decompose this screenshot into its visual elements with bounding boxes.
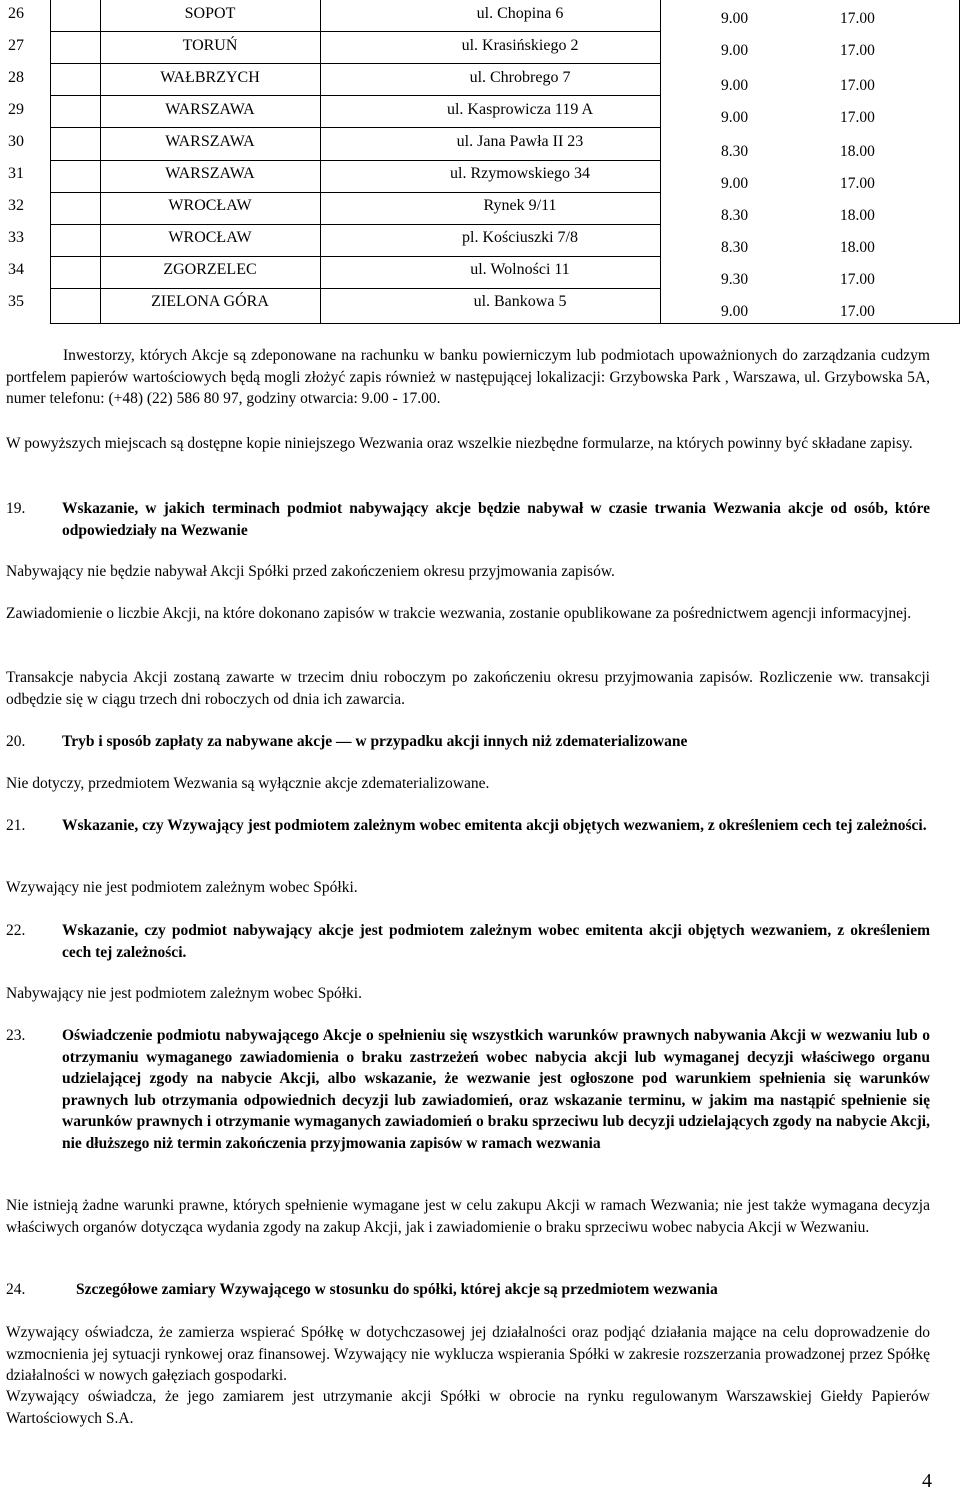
row-city: ZIELONA GÓRA (151, 293, 269, 310)
row-close-time: 17.00 (840, 271, 875, 288)
section-number: 19. (6, 500, 26, 517)
table-row (8, 32, 960, 64)
row-open-time: 8.30 (721, 207, 749, 224)
table-row (8, 128, 960, 160)
row-close-time: 17.00 (840, 109, 875, 126)
row-number: 29 (8, 101, 24, 118)
section-24-paragraph: Wzywający oświadcza, że jego zamiarem jest utrzymanie akcji Spółki w obrocie na rynku regulowanym Warszawskiej Giełdy Papierów Wartościowych S.A. (6, 1388, 930, 1427)
table-row (8, 256, 960, 288)
section-number: 20. (6, 733, 26, 750)
section-number: 22. (6, 922, 26, 939)
row-open-time: 9.00 (721, 10, 749, 27)
row-city: WROCŁAW (168, 229, 252, 246)
row-address: ul. Bankowa 5 (473, 293, 567, 310)
section-23-heading (6, 1025, 930, 1154)
row-address: ul. Jana Pawła II 23 (456, 133, 584, 150)
section-23-paragraph: Nie istnieją żadne warunki prawne, których spełnienie wymagane jest w celu zakupu Akcji w ramach Wezwania; nie jest także wymagana decyzja właściwych organów dotycząca wydania zgody na zakup Akcji, jak i zawiadomienie o braku sprzeciwu wobec nabycia Akcji w Wezwaniu. (6, 1197, 930, 1236)
row-close-time: 18.00 (840, 207, 875, 224)
section-title: Wskazanie, w jakich terminach podmiot nabywający akcje będzie nabywał w czasie trwania Wezwania akcje od osób, które odpowiedziały na Wezwanie (62, 500, 930, 539)
row-address: ul. Chopina 6 (476, 5, 564, 22)
row-city: WARSZAWA (165, 101, 255, 118)
row-city: WARSZAWA (165, 133, 255, 150)
row-open-time: 9.00 (721, 109, 749, 126)
row-close-time: 17.00 (840, 303, 875, 320)
row-number: 31 (8, 165, 24, 182)
row-address: ul. Kasprowicza 119 A (446, 101, 594, 118)
section-19-paragraph: Nabywający nie będzie nabywał Akcji Spółki przed zakończeniem okresu przyjmowania zapisów. (6, 563, 615, 580)
section-24-heading (6, 1279, 930, 1301)
row-address: pl. Kościuszki 7/8 (462, 229, 578, 246)
row-close-time: 17.00 (840, 77, 875, 94)
section-22-paragraph: Nabywający nie jest podmiotem zależnym wobec Spółki. (6, 985, 362, 1002)
section-21-heading (6, 815, 930, 837)
section-20-paragraph: Nie dotyczy, przedmiotem Wezwania są wyłącznie akcje zdematerializowane. (6, 775, 490, 792)
table-row (8, 288, 960, 320)
row-close-time: 17.00 (840, 42, 875, 59)
row-open-time: 9.30 (721, 271, 749, 288)
table-row (8, 96, 960, 128)
section-title: Wskazanie, czy podmiot nabywający akcje jest podmiotem zależnym wobec emitenta akcji objętych wezwaniem, z określeniem cech tej zależności. (62, 922, 930, 961)
table-row (8, 192, 960, 224)
table-row (8, 224, 960, 256)
row-open-time: 9.00 (721, 42, 749, 59)
section-21-paragraph: Wzywający nie jest podmiotem zależnym wobec Spółki. (6, 879, 358, 896)
section-19-paragraph: Zawiadomienie o liczbie Akcji, na które dokonano zapisów w trakcie wezwania, zostanie opublikowane za pośrednictwem agencji informacyjnej. (6, 605, 912, 622)
page-number: 4 (922, 1470, 932, 1492)
row-city: WROCŁAW (168, 197, 252, 214)
row-open-time: 9.00 (721, 77, 749, 94)
section-title: Tryb i sposób zapłaty za nabywane akcje — w przypadku akcji innych niż zdematerializowane (62, 733, 688, 750)
section-19-heading (6, 498, 930, 541)
row-number: 30 (8, 133, 24, 150)
section-19-paragraph: Transakcje nabycia Akcji zostaną zawarte w trzecim dniu roboczym po zakończeniu okresu przyjmowania zapisów. Rozliczenie ww. transakcji odbędzie się w ciągu trzech dni roboczych od dnia ich zawarcia. (6, 669, 930, 708)
row-address: ul. Krasińskiego 2 (461, 37, 579, 54)
row-address: ul. Wolności 11 (470, 261, 570, 278)
row-close-time: 17.00 (840, 175, 875, 192)
table-row (8, 64, 960, 96)
section-number: 21. (6, 817, 26, 834)
row-number: 28 (8, 69, 24, 86)
row-city: TORUŃ (182, 37, 238, 54)
copies-paragraph: W powyższych miejscach są dostępne kopie niniejszego Wezwania oraz wszelkie niezbędne formularze, na których powinny być składane zapisy. (6, 435, 913, 452)
table-row (8, 0, 960, 32)
row-address: ul. Chrobrego 7 (469, 69, 571, 86)
row-number: 35 (8, 293, 24, 310)
row-city: WAŁBRZYCH (160, 69, 260, 86)
table-row (8, 160, 960, 192)
section-20-heading (6, 731, 930, 753)
row-address: ul. Rzymowskiego 34 (450, 165, 590, 182)
row-number: 26 (8, 5, 24, 22)
section-number: 23. (6, 1027, 26, 1044)
row-city: ZGORZELEC (163, 261, 257, 278)
section-22-heading (6, 920, 930, 963)
row-number: 33 (8, 229, 24, 246)
row-city: SOPOT (184, 5, 236, 22)
section-number: 24. (6, 1281, 26, 1298)
row-address: Rynek 9/11 (483, 197, 557, 214)
section-title: Wskazanie, czy Wzywający jest podmiotem zależnym wobec emitenta akcji objętych wezwaniem, z określeniem cech tej zależności. (62, 817, 927, 834)
row-close-time: 18.00 (840, 143, 875, 160)
section-title: Szczegółowe zamiary Wzywającego w stosunku do spółki, której akcje są przedmiotem wezwania (76, 1281, 718, 1298)
section-24-paragraph: Wzywający oświadcza, że zamierza wspierać Spółkę w dotychczasowej jej działalności oraz podjąć działania mające na celu doprowadzenie do wzmocnienia jej sytuacji rynkowej oraz finansowej. Wzywający nie wyklucza wspierania Spółki w zakresie rozszerzania prowadzonej przez Spółkę działalności w nowych gałęziach gospodarki. (6, 1324, 930, 1384)
row-open-time: 8.30 (721, 239, 749, 256)
branch-table (8, 0, 960, 325)
row-number: 27 (8, 37, 24, 54)
row-open-time: 9.00 (721, 175, 749, 192)
row-close-time: 17.00 (840, 10, 875, 27)
section-title: Oświadczenie podmiotu nabywającego Akcje o spełnieniu się wszystkich warunków prawnych nabywania Akcji w wezwaniu lub o otrzymaniu wymaganego zawiadomienia o braku zastrzeżeń wobec nabycia akcji lub wymaganej decyzji właściwego organu udzielającej zgody na nabycie Akcji, albo wskazanie, że wezwanie jest ogłoszone pod warunkiem spełnienia się warunków prawnych lub otrzymania odpowiednich decyzji lub zawiadomień, oraz wskazanie terminu, w jakim ma nastąpić spełnienie się warunków prawnych i otrzymanie wymaganych zawiadomień o braku sprzeciwu lub decyzji udzielających zgody na nabycie Akcji, nie dłuższego niż termin zakończenia przyjmowania zapisów w ramach wezwania (62, 1027, 930, 1152)
row-open-time: 9.00 (721, 303, 749, 320)
row-close-time: 18.00 (840, 239, 875, 256)
row-open-time: 8.30 (721, 143, 749, 160)
row-number: 34 (8, 261, 24, 278)
investors-paragraph: Inwestorzy, których Akcje są zdeponowane na rachunku w banku powierniczym lub podmiotach upoważnionych do zarządzania cudzym portfelem papierów wartościowych będą mogli złożyć zapis również w następującej lokalizacji: Grzybowska Park , Warszawa, ul. Grzybowska 5A, numer telefonu: (+48) (22) 586 80 97, godziny otwarcia: 9.00 - 17.00. (6, 347, 930, 407)
row-number: 32 (8, 197, 24, 214)
row-city: WARSZAWA (165, 165, 255, 182)
